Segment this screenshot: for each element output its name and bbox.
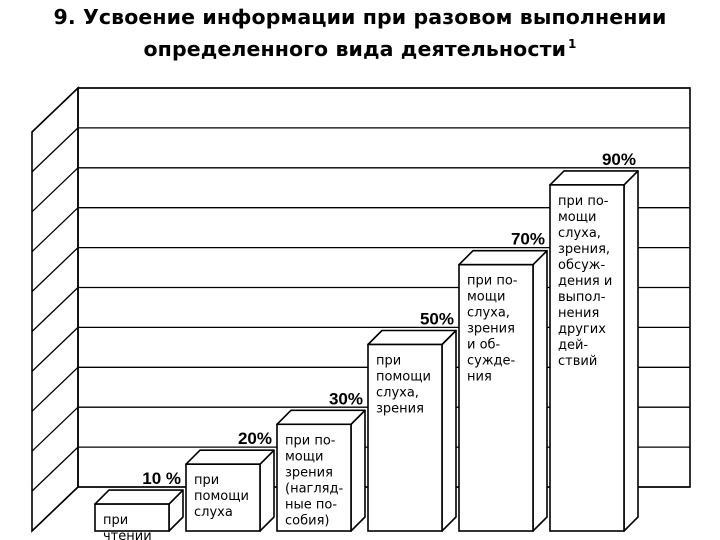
bar-side-4 [442, 331, 456, 532]
bar-text-line: нения [558, 305, 600, 321]
bar-text-line: слуха [194, 505, 233, 521]
bar-3 [277, 389, 365, 531]
bar-text-line: зрения [467, 321, 515, 337]
bar-side-6 [624, 171, 638, 531]
gridline-side-60 [32, 248, 78, 292]
gridline-side-80 [32, 168, 78, 212]
chart-bars [95, 150, 638, 540]
value-label-5: 70% [510, 229, 545, 249]
gridline-side-20 [32, 407, 78, 451]
gridline-side-70 [32, 208, 78, 252]
footnote-mark: 1 [568, 37, 577, 51]
value-label-6: 90% [601, 149, 636, 169]
gridline-side-0 [32, 487, 78, 531]
gridline-side-50 [32, 288, 78, 332]
bar-text-line: зрения, [558, 241, 611, 257]
bar-text-line: помощи [376, 369, 431, 385]
bar-text-line: дения и [558, 273, 613, 289]
bar-text-line: выпол- [558, 289, 606, 305]
value-label-4: 50% [419, 309, 454, 329]
bar-text-line: сужде- [467, 353, 516, 369]
bar-text-line: при [103, 513, 129, 529]
bar-text-line: ные по- [285, 497, 338, 513]
bar-text-line: при [194, 473, 220, 489]
bar-text-line: мощи [285, 449, 324, 465]
bar-text-line: при по- [558, 193, 609, 209]
bar-1 [95, 469, 183, 540]
bar-text-line: ствий [558, 353, 598, 369]
bar-text-line: чтении [103, 529, 152, 540]
bar-text-line: слуха, [467, 305, 510, 321]
bar-text-line: при [376, 353, 402, 369]
gridline-side-100 [32, 88, 78, 132]
value-label-3: 30% [328, 389, 363, 409]
bar-5 [459, 230, 547, 531]
bar-top-6 [550, 171, 638, 185]
bar-text-line: других [558, 321, 606, 337]
bar-text-line: обсуж- [558, 257, 606, 273]
value-label-1: 10 % [142, 469, 181, 489]
bar-2 [186, 429, 274, 531]
bar-text-line: (нагляд- [285, 481, 344, 497]
chart-title-line2-text: определенного вида деятельности [143, 37, 567, 61]
bar-text-line: помощи [194, 489, 249, 505]
bar-top-4 [368, 331, 456, 345]
value-label-2: 20% [237, 429, 272, 449]
bar-top-1 [95, 490, 183, 504]
gridline-side-90 [32, 128, 78, 172]
bar-6 [550, 150, 638, 531]
bar-text-line: слуха, [558, 225, 601, 241]
bar-text-line: собия) [285, 513, 330, 529]
gridline-side-30 [32, 367, 78, 411]
bar-text-line: дей- [558, 337, 589, 353]
bar-4 [368, 310, 456, 532]
bar-text-line: зрения [376, 401, 424, 417]
chart-title-line1: 9. Усвоение информации при разовом выполнении [53, 5, 667, 29]
bar-text-line: мощи [558, 209, 597, 225]
bar-text-line: и об- [467, 337, 501, 353]
bar-text-line: при по- [285, 433, 336, 449]
bar-top-2 [186, 450, 274, 464]
bar-top-5 [459, 251, 547, 265]
bar-text-line: ния [467, 369, 492, 385]
bar-text-line: при по- [467, 273, 518, 289]
bar-text-line: мощи [467, 289, 506, 305]
bar-top-3 [277, 410, 365, 424]
bar-text-line: слуха, [376, 385, 419, 401]
bar-text-line: зрения [285, 465, 333, 481]
gridline-side-40 [32, 327, 78, 371]
bar-side-5 [533, 251, 547, 531]
bar-side-3 [351, 410, 365, 531]
gridline-side-10 [32, 447, 78, 491]
